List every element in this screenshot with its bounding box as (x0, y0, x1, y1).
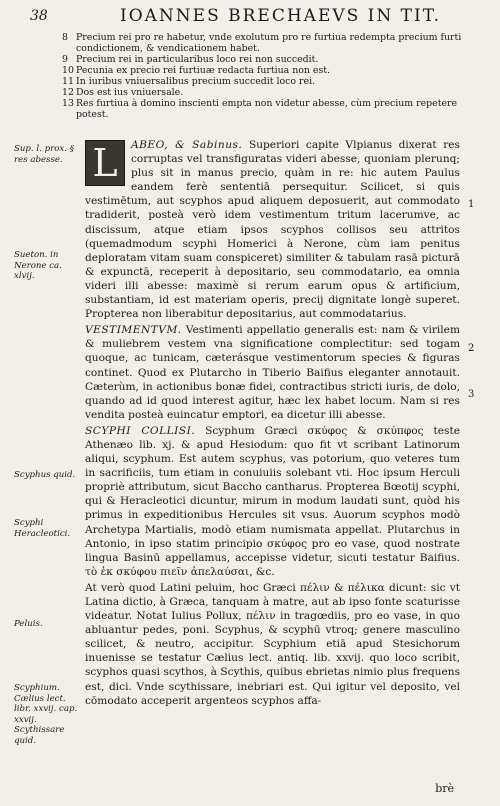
paragraph-text: Superiori capite Vlpianus dixerat res corruptas vel transfiguratas videri abesse, quoniam plerunq; plus sit in manus precio, quàm in re: hic autem Paulus eandem ferè sententiā persequitur. Scilicet, si quis vestimētum, aut scyphos apud aliquem deposuerit, aut commodato tradiderit, posteà verò idem vestimentum tritum lacerumve, ac discissum, atque etiam ipsos scyphos collisos seu attritos (quemadmodum scyphi Homerici à Nerone, cùm iam penitus deploratam vitam suam conspiceret) similiter & tabulam rasā picturā & expunctā, receperit à depositario, seu commodatario, ea omnia videri illi abesse: maximè si rerum earum opus & artificium, substantiam, id est materiam operis, precij dignitate longè superet. Propterea non liberabitur depositarius, aut commodatarius. (85, 139, 460, 321)
summary-item: 8 Precium rei pro re habetur, vnde exolutum pro re furtiua redempta precium furti condictionem, & vendicationem habet. (62, 32, 462, 54)
drop-cap: L (85, 140, 125, 186)
paragraph-text: Vestimenti appellatio generalis est: nam & virilem & muliebrem vestem vna significatione complectitur: sed togam quoque, ac tunicam, cæterásque vestimentorum species & figuras continet. Quod ex Plutarcho in Tiberio Baifius eleganter annotauit. Cæterùm, in actionibus bonæ fidei, contractibus stricti iuris, de dolo, quando ad id quod interest agitur, hæc lex habet locum. Nam si res vendita posteà euincatur emptori, ea dicetur illi abesse. (85, 324, 460, 421)
margin-note: Scyphus quid. (14, 470, 76, 480)
paragraph-text: At verò quod Latini peluim, hoc Græci πέλιν & πέλικα dicunt: sic vt Latina dictio, à Græca, tanquam à matre, aut ab ipso fonte scaturisse videatur. Notat Iulius Pollux, πέλιν in tragœdiis, pro eo vase, in quo abluantur pedes, poni. Scyphus, & scyphū vtroq; genere masculino scilicet, & neutro, accipitur. Scyphium etiā apud Stesichorum inuenisse se testatur Cælius lect. antiq. lib. xxvij. quo loco scribit, scyphos quasi scythos, à Scythis, quibus ebrietas nimio plus frequens est, dici. Vnde scythissare, inebriari est. Qui igitur vel deposito, vel cōmodato acceperit argenteos scyphos affa- (85, 581, 460, 707)
catchword: brè (435, 782, 454, 795)
summary-list (62, 32, 462, 120)
margin-note: Sup. l. prox. § res abesse. (14, 144, 74, 165)
margin-note: Scyphium. Cælius lect. libr. xxvij. cap. xxvij. Scythissare quid. (14, 683, 78, 746)
summary-item: 11 In iuribus vniuersalibus precium succedit loco rei. (62, 76, 316, 87)
section-number: 2 (468, 343, 475, 354)
paragraph-habeo (85, 138, 460, 321)
running-head: IOANNES BRECHAEVS IN TIT. (120, 6, 441, 26)
paragraph-text: Scyphum Græci σκύφος & σκύπφος teste Athenæo lib. xj. & apud Hesiodum: quo fit vt scribant Latinorum aliqui, scyphum. Est autem scyphus, vas potorium, quo veteres tum in sacrificiis, tum etiam in conuiuiis solebant vti. Hoc ipsum Herculi propriè attributum, sicut Baccho cantharus. Propterea Bœotij scyphi, qui & Heracleotici dicuntur, mirum in modum laudati sunt, quòd his primus in expeditionibus Hercules sit vsus. Auorum scyphos modò Archetypa Martialis, modò etiam numismata appellat. Plutarchus in Antonio, in ipso statim principio σκύφος pro eo vase, quod nostrate lingua Basinū appellamus, accepisse videtur, sicuti testatur Baifius. τὸ ἐκ σκύφου πιεῖν ἀπελαύσαι, &c. (85, 424, 460, 578)
page-header (30, 6, 480, 28)
paragraph-vestimentum (85, 323, 460, 422)
main-text (85, 138, 460, 710)
summary-item: 13 Res furtiua à domino inscienti empta non videtur abesse, cùm precium repetere potest. (62, 98, 458, 120)
lemma-habeo: ABEO, & Sabinus. (131, 139, 243, 151)
section-number: 3 (468, 389, 475, 400)
summary-item: 12 Dos est ius vniuersale. (62, 87, 184, 98)
paragraph-peluis (85, 581, 460, 708)
lemma-vestimentum: VESTIMENTVM. (85, 324, 182, 337)
section-number: 1 (468, 199, 475, 210)
margin-note: Scyphi Heracleotici. (14, 518, 71, 539)
page-number: 38 (30, 8, 48, 24)
margin-note: Sueton. in Nerone ca. xlvij. (14, 250, 62, 281)
summary-item: 10 Pecunia ex precio rei furtiuæ redacta furtiua non est. (62, 65, 331, 76)
summary-item: 9 Precium rei in particularibus loco rei non succedit. (62, 54, 319, 65)
lemma-scyphi: SCYPHI COLLISI. (85, 424, 196, 437)
paragraph-scyphi (85, 424, 460, 579)
margin-note: Peluis. (14, 619, 43, 629)
